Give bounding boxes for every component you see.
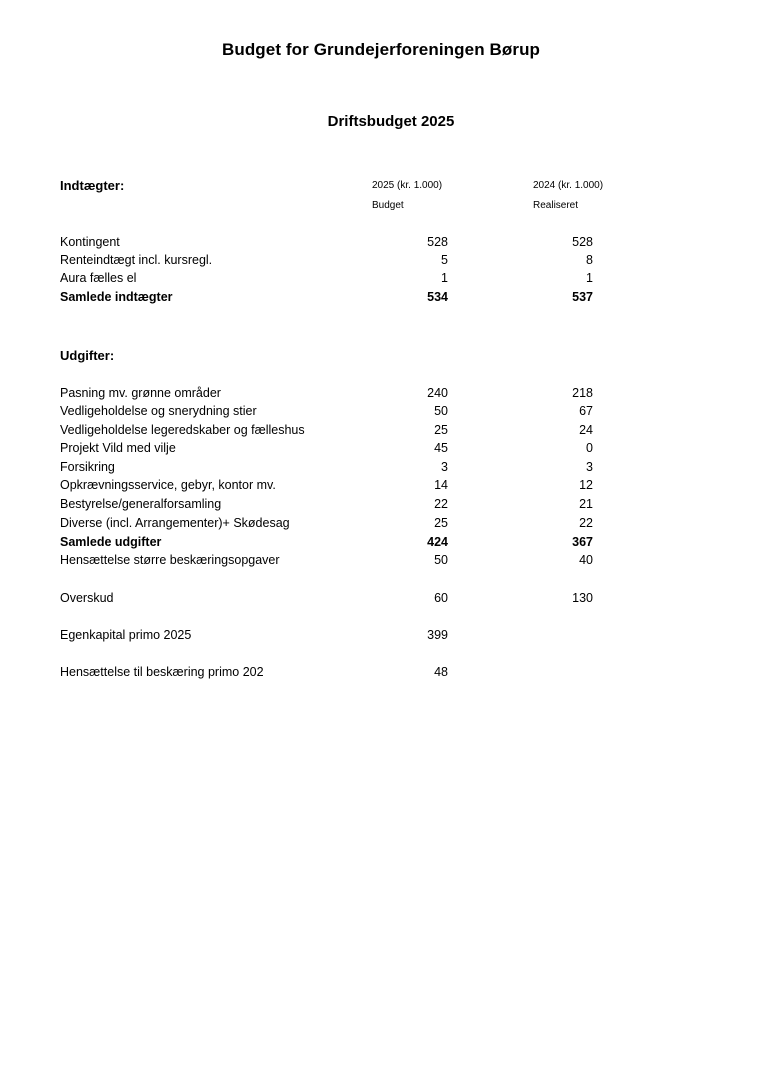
expense-row: [60, 514, 620, 532]
expenses-total-row: [60, 533, 620, 551]
realized-value: 22: [579, 516, 593, 530]
realized-value: 367: [572, 535, 593, 549]
document-title: Budget for Grundejerforeningen Børup: [221, 40, 541, 59]
budget-value: 240: [427, 386, 448, 400]
realized-value: 218: [572, 386, 593, 400]
budget-value: 48: [434, 665, 448, 679]
budget-value: 45: [434, 441, 448, 455]
income-total-row: [60, 288, 620, 306]
reserve-row: [60, 551, 620, 569]
realized-value: 8: [586, 253, 593, 267]
realized-value: 3: [586, 460, 593, 474]
equity-row: [60, 626, 620, 644]
budget-value: 1: [441, 271, 448, 285]
budget-value: 50: [434, 404, 448, 418]
budget-value: 399: [427, 628, 448, 642]
income-heading: Indtægter:: [60, 178, 125, 193]
income-row: [60, 233, 620, 251]
document-subtitle: Driftsbudget 2025: [327, 113, 455, 130]
row-label: Kontingent: [60, 235, 120, 249]
row-label: Renteindtægt incl. kursregl.: [60, 253, 213, 267]
column-header-2025: 2025 (kr. 1.000): [372, 180, 443, 191]
row-label: Vedligeholdelse og snerydning stier: [60, 404, 257, 418]
row-label: Samlede indtægter: [60, 290, 173, 304]
row-label: Diverse (incl. Arrangementer)+ Skødesag: [60, 516, 290, 530]
income-row: [60, 269, 620, 287]
budget-value: 25: [434, 423, 448, 437]
expense-row: [60, 476, 620, 494]
income-row: [60, 251, 620, 269]
row-label: Samlede udgifter: [60, 535, 162, 549]
budget-value: 50: [434, 553, 448, 567]
surplus-row: [60, 589, 620, 607]
budget-value: 60: [434, 591, 448, 605]
pruning-reserve-row: [60, 663, 620, 681]
column-header-2024: 2024 (kr. 1.000): [533, 180, 604, 191]
expenses-heading: Udgifter:: [60, 348, 115, 363]
row-label: Pasning mv. grønne områder: [60, 386, 221, 400]
row-label: Vedligeholdelse legeredskaber og fælleshus: [60, 423, 305, 437]
budget-value: 3: [441, 460, 448, 474]
column-header-2024-sub: Realiseret: [533, 200, 579, 211]
budget-value: 22: [434, 497, 448, 511]
realized-value: 0: [586, 441, 593, 455]
budget-value: 25: [434, 516, 448, 530]
expense-row: [60, 495, 620, 513]
expense-row: [60, 421, 620, 439]
budget-value: 528: [427, 235, 448, 249]
expense-row: [60, 439, 620, 457]
row-label: Hensættelse større beskæringsopgaver: [60, 553, 280, 567]
row-label: Projekt Vild med vilje: [60, 441, 176, 455]
expense-row: [60, 402, 620, 420]
budget-value: 5: [441, 253, 448, 267]
row-label: Aura fælles el: [60, 271, 137, 285]
row-label: Opkrævningsservice, gebyr, kontor mv.: [60, 478, 276, 492]
budget-value: 424: [427, 535, 448, 549]
realized-value: 40: [579, 553, 593, 567]
row-label: Forsikring: [60, 460, 115, 474]
realized-value: 21: [579, 497, 593, 511]
column-header-2025-sub: Budget: [372, 200, 404, 211]
realized-value: 1: [586, 271, 593, 285]
realized-value: 67: [579, 404, 593, 418]
row-label: Egenkapital primo 2025: [60, 628, 192, 642]
realized-value: 24: [579, 423, 593, 437]
row-label: Bestyrelse/generalforsamling: [60, 497, 222, 511]
expense-row: [60, 458, 620, 476]
row-label: Overskud: [60, 591, 114, 605]
budget-value: 534: [427, 290, 448, 304]
realized-value: 528: [572, 235, 593, 249]
expense-row: [60, 384, 620, 402]
budget-value: 14: [434, 478, 448, 492]
realized-value: 537: [572, 290, 593, 304]
realized-value: 130: [572, 591, 593, 605]
realized-value: 12: [579, 478, 593, 492]
row-label: Hensættelse til beskæring primo 202: [60, 665, 264, 679]
